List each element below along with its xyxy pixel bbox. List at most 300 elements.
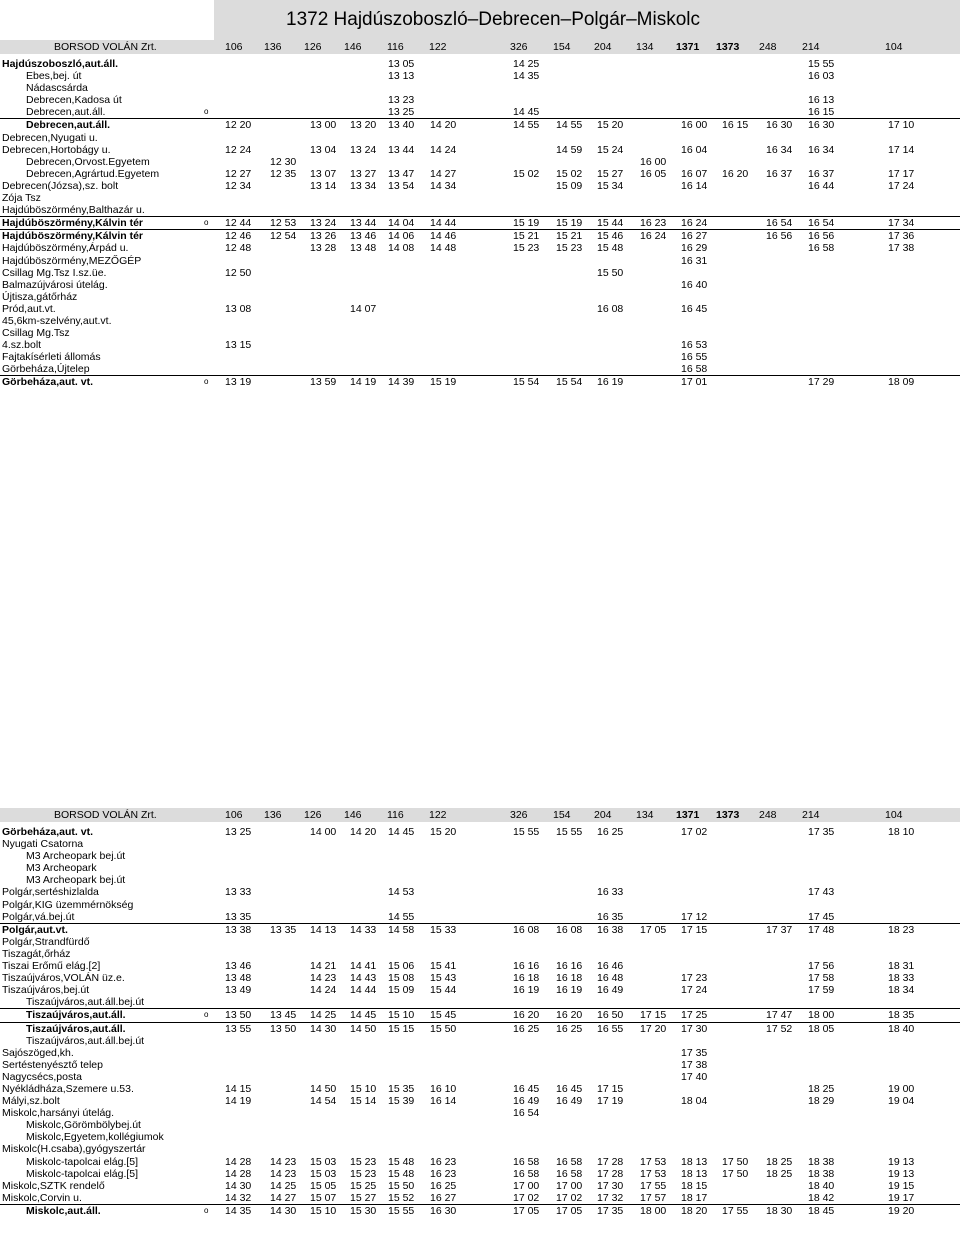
departure-time: 16 13 — [808, 94, 835, 107]
route-header-1 — [0, 40, 960, 54]
departure-time: 15 54 — [556, 376, 583, 389]
table-row — [0, 144, 960, 156]
departure-time: 16 23 — [430, 1155, 457, 1168]
departure-time: 17 47 — [766, 1009, 793, 1022]
departure-time: 14 39 — [388, 376, 415, 389]
table-row — [0, 1083, 960, 1095]
departure-time: 13 59 — [310, 376, 337, 389]
table-row — [0, 229, 960, 242]
departure-time: 17 58 — [808, 972, 835, 985]
departure-time: 15 35 — [388, 1082, 415, 1095]
departure-time: 16 54 — [808, 217, 835, 230]
table-row — [0, 850, 960, 862]
departure-time: 17 15 — [640, 1009, 667, 1022]
departure-time: 13 19 — [225, 376, 252, 389]
departure-time: 16 25 — [430, 1179, 457, 1192]
page-title: 1372 Hajdúszoboszló–Debrecen–Polgár–Miskolc — [214, 0, 960, 40]
route-number: 146 — [344, 809, 362, 821]
departure-time: 19 17 — [888, 1191, 915, 1204]
departure-time: 16 34 — [808, 143, 835, 156]
departure-time: 13 46 — [350, 230, 377, 243]
departure-time: 14 44 — [430, 217, 457, 230]
departure-time: 15 46 — [597, 230, 624, 243]
departure-time: 14 46 — [430, 230, 457, 243]
departure-time: 16 19 — [597, 376, 624, 389]
departure-time: 15 09 — [388, 984, 415, 997]
departure-time: 15 24 — [597, 143, 624, 156]
stop-marker: o — [204, 1010, 209, 1020]
departure-time: 16 45 — [556, 1082, 583, 1095]
station-name: M3 Archeopark — [26, 862, 97, 875]
table-row — [0, 94, 960, 106]
departure-time: 13 50 — [270, 1022, 297, 1035]
departure-time: 16 24 — [640, 230, 667, 243]
departure-time: 15 21 — [513, 230, 540, 243]
departure-time: 17 10 — [888, 119, 915, 132]
departure-time: 15 10 — [310, 1204, 337, 1217]
departure-time: 18 00 — [640, 1204, 667, 1217]
table-row — [0, 279, 960, 291]
table-row — [0, 948, 960, 960]
station-name: Miskolc,aut.áll. — [26, 1204, 101, 1217]
departure-time: 13 48 — [225, 972, 252, 985]
departure-time: 16 23 — [640, 217, 667, 230]
departure-time: 18 13 — [681, 1155, 708, 1168]
route-number: 104 — [885, 809, 903, 821]
table-row — [0, 255, 960, 267]
departure-time: 17 35 — [808, 826, 835, 838]
departure-time: 17 35 — [681, 1046, 708, 1059]
table-row — [0, 1156, 960, 1168]
route-number: 106 — [225, 809, 243, 821]
departure-time: 13 15 — [225, 339, 252, 352]
departure-time: 13 33 — [225, 886, 252, 899]
departure-time: 15 54 — [513, 376, 540, 389]
table-row — [0, 1204, 960, 1217]
departure-time: 16 03 — [808, 70, 835, 83]
departure-time: 16 10 — [430, 1082, 457, 1095]
table-row — [0, 118, 960, 131]
station-name: Debrecen,Kadosa út — [26, 94, 122, 107]
station-name: Görbeháza,aut. vt. — [2, 826, 94, 838]
departure-time: 16 08 — [597, 302, 624, 315]
station-name: M3 Archeopark bej.út — [26, 850, 126, 863]
departure-time: 16 30 — [766, 119, 793, 132]
station-name: Görbeháza,Újtelep — [2, 363, 90, 376]
departure-time: 16 24 — [681, 217, 708, 230]
route-number: 134 — [636, 809, 654, 821]
departure-time: 16 37 — [808, 167, 835, 180]
departure-time: 17 14 — [888, 143, 915, 156]
departure-time: 15 25 — [350, 1179, 377, 1192]
departure-time: 16 18 — [556, 972, 583, 985]
departure-time: 14 24 — [310, 984, 337, 997]
departure-time: 16 27 — [430, 1191, 457, 1204]
departure-time: 16 37 — [766, 167, 793, 180]
departure-time: 13 34 — [350, 179, 377, 192]
departure-time: 14 45 — [388, 826, 415, 838]
route-number: 248 — [759, 41, 777, 53]
route-number: 136 — [264, 809, 282, 821]
departure-time: 13 35 — [270, 923, 297, 936]
departure-time: 15 06 — [388, 960, 415, 973]
table-row — [0, 1071, 960, 1083]
departure-time: 13 25 — [225, 826, 252, 838]
station-name: Polgár,KIG üzemmérnökség — [2, 898, 134, 911]
departure-time: 14 28 — [225, 1155, 252, 1168]
departure-time: 14 21 — [310, 960, 337, 973]
departure-time: 13 24 — [310, 217, 337, 230]
departure-time: 18 40 — [888, 1022, 915, 1035]
departure-time: 15 10 — [388, 1009, 415, 1022]
route-number: 214 — [802, 809, 820, 821]
departure-time: 16 33 — [597, 886, 624, 899]
departure-time: 16 54 — [766, 217, 793, 230]
station-name: Fajtakísérleti állomás — [2, 351, 101, 364]
table-row — [0, 911, 960, 923]
departure-time: 18 38 — [808, 1167, 835, 1180]
departure-time: 18 30 — [766, 1204, 793, 1217]
route-number: 146 — [344, 41, 362, 53]
departure-time: 16 30 — [430, 1204, 457, 1217]
departure-time: 15 05 — [310, 1179, 337, 1192]
station-name: Polgár,aut.vt. — [2, 923, 68, 936]
departure-time: 15 20 — [430, 826, 457, 838]
departure-time: 18 34 — [888, 984, 915, 997]
departure-time: 18 20 — [681, 1204, 708, 1217]
departure-time: 17 55 — [722, 1204, 749, 1217]
departure-time: 16 54 — [513, 1107, 540, 1120]
departure-time: 13 35 — [225, 910, 252, 923]
station-name: Nádascsárda — [26, 82, 88, 95]
departure-time: 17 28 — [597, 1155, 624, 1168]
departure-time: 15 19 — [556, 217, 583, 230]
departure-time: 12 53 — [270, 217, 297, 230]
departure-time: 16 25 — [513, 1022, 540, 1035]
operator-name: BORSOD VOLÁN Zrt. — [54, 809, 157, 821]
station-name: Hajdúböszörmény,Árpád u. — [2, 242, 129, 255]
station-name: Nyugati Csatorna — [2, 838, 84, 851]
departure-time: 14 19 — [350, 376, 377, 389]
departure-time: 16 45 — [513, 1082, 540, 1095]
departure-time: 13 27 — [350, 167, 377, 180]
departure-time: 18 10 — [888, 826, 915, 838]
departure-time: 14 50 — [350, 1022, 377, 1035]
table-row — [0, 180, 960, 192]
departure-time: 14 25 — [270, 1179, 297, 1192]
table-row — [0, 267, 960, 279]
route-number: 1373 — [716, 809, 740, 821]
departure-time: 12 50 — [225, 266, 252, 279]
station-name: Sertéstenyésztő telep — [2, 1058, 103, 1071]
departure-time: 17 29 — [808, 376, 835, 389]
departure-time: 15 48 — [388, 1155, 415, 1168]
table-row — [0, 886, 960, 898]
table-row — [0, 972, 960, 984]
departure-time: 18 17 — [681, 1191, 708, 1204]
departure-time: 17 38 — [888, 242, 915, 255]
departure-time: 12 34 — [225, 179, 252, 192]
departure-time: 12 35 — [270, 167, 297, 180]
departure-time: 15 02 — [556, 167, 583, 180]
departure-time: 18 00 — [808, 1009, 835, 1022]
departure-time: 14 32 — [225, 1191, 252, 1204]
departure-time: 12 20 — [225, 119, 252, 132]
station-name: Hajdúböszörmény,Balthazár u. — [2, 204, 145, 217]
departure-time: 16 45 — [681, 302, 708, 315]
departure-time: 17 28 — [597, 1167, 624, 1180]
departure-time: 18 05 — [808, 1022, 835, 1035]
route-number: 154 — [553, 41, 571, 53]
table-row — [0, 192, 960, 204]
departure-time: 13 07 — [310, 167, 337, 180]
departure-time: 15 55 — [513, 826, 540, 838]
station-name: Pród,aut.vt. — [2, 302, 56, 315]
departure-time: 13 04 — [310, 143, 337, 156]
departure-time: 14 35 — [513, 70, 540, 83]
departure-time: 16 14 — [681, 179, 708, 192]
departure-time: 16 29 — [681, 242, 708, 255]
departure-time: 14 25 — [513, 58, 540, 70]
departure-time: 14 48 — [430, 242, 457, 255]
table-row — [0, 82, 960, 94]
departure-time: 13 08 — [225, 302, 252, 315]
departure-time: 16 56 — [808, 230, 835, 243]
departure-time: 17 19 — [597, 1095, 624, 1108]
station-name: Debrecen,Nyugati u. — [2, 131, 98, 144]
departure-time: 15 55 — [808, 58, 835, 70]
route-number: 1371 — [676, 809, 700, 821]
departure-time: 17 00 — [513, 1179, 540, 1192]
table-row — [0, 936, 960, 948]
departure-time: 13 14 — [310, 179, 337, 192]
departure-time: 13 46 — [225, 960, 252, 973]
departure-time: 14 59 — [556, 143, 583, 156]
departure-time: 17 17 — [888, 167, 915, 180]
departure-time: 16 55 — [681, 351, 708, 364]
departure-time: 13 45 — [270, 1009, 297, 1022]
departure-time: 16 07 — [681, 167, 708, 180]
departure-time: 13 47 — [388, 167, 415, 180]
station-name: Miskolc,harsányi útelág. — [2, 1107, 115, 1120]
departure-time: 18 04 — [681, 1095, 708, 1108]
station-name: Debrecen,Hortobágy u. — [2, 143, 111, 156]
departure-time: 14 50 — [310, 1082, 337, 1095]
departure-time: 16 20 — [513, 1009, 540, 1022]
departure-time: 14 23 — [310, 972, 337, 985]
departure-time: 15 07 — [310, 1191, 337, 1204]
table-row — [0, 923, 960, 936]
departure-time: 13 13 — [388, 70, 415, 83]
route-number: 106 — [225, 41, 243, 53]
departure-time: 15 30 — [350, 1204, 377, 1217]
departure-time: 14 58 — [388, 923, 415, 936]
station-name: Görbeháza,aut. vt. — [2, 376, 94, 389]
table-row — [0, 838, 960, 850]
departure-time: 15 15 — [388, 1022, 415, 1035]
departure-time: 15 43 — [430, 972, 457, 985]
departure-time: 16 50 — [597, 1009, 624, 1022]
departure-time: 18 42 — [808, 1191, 835, 1204]
departure-time: 15 45 — [430, 1009, 457, 1022]
table-row — [0, 291, 960, 303]
departure-time: 15 44 — [597, 217, 624, 230]
station-name: Debrecen,Agrártud.Egyetem — [26, 167, 160, 180]
departure-time: 16 20 — [722, 167, 749, 180]
station-name: Sajószöged,kh. — [2, 1046, 74, 1059]
station-name: Tiszaújváros,VOLÁN üz.e. — [2, 972, 125, 985]
route-number: 214 — [802, 41, 820, 53]
departure-time: 16 19 — [556, 984, 583, 997]
table-row — [0, 204, 960, 216]
departure-time: 13 55 — [225, 1022, 252, 1035]
table-row — [0, 70, 960, 82]
departure-time: 13 54 — [388, 179, 415, 192]
table-row — [0, 899, 960, 911]
departure-time: 16 58 — [513, 1167, 540, 1180]
station-name: Polgár,sertéshizlalda — [2, 886, 99, 899]
departure-time: 15 03 — [310, 1167, 337, 1180]
station-name: Zója Tsz — [2, 192, 41, 205]
departure-time: 15 52 — [388, 1191, 415, 1204]
route-number: 204 — [594, 41, 612, 53]
table-row — [0, 242, 960, 254]
route-number: 126 — [304, 809, 322, 821]
departure-time: 16 49 — [556, 1095, 583, 1108]
departure-time: 17 00 — [556, 1179, 583, 1192]
departure-time: 17 38 — [681, 1058, 708, 1071]
departure-time: 19 04 — [888, 1095, 915, 1108]
departure-time: 14 45 — [350, 1009, 377, 1022]
table-row — [0, 363, 960, 375]
station-name: Miskolc,Egyetem,kollégiumok — [26, 1131, 164, 1144]
departure-time: 14 44 — [350, 984, 377, 997]
route-number: 136 — [264, 41, 282, 53]
departure-time: 18 29 — [808, 1095, 835, 1108]
station-name: M3 Archeopark bej.út — [26, 874, 126, 887]
departure-time: 17 56 — [808, 960, 835, 973]
departure-time: 14 24 — [430, 143, 457, 156]
departure-time: 17 30 — [681, 1022, 708, 1035]
departure-time: 16 35 — [597, 910, 624, 923]
departure-time: 17 50 — [722, 1155, 749, 1168]
route-number: 126 — [304, 41, 322, 53]
departure-time: 17 53 — [640, 1155, 667, 1168]
departure-time: 17 02 — [681, 826, 708, 838]
departure-time: 14 55 — [513, 119, 540, 132]
departure-time: 13 44 — [350, 217, 377, 230]
departure-time: 13 28 — [310, 242, 337, 255]
table-row — [0, 156, 960, 168]
table-row — [0, 874, 960, 886]
departure-time: 14 19 — [225, 1095, 252, 1108]
station-name: Miskolc,Corvin u. — [2, 1191, 82, 1204]
station-name: Miskolc,Görömbölybej.út — [26, 1119, 141, 1132]
station-name: Miskolc-tapolcai elág.[5] — [26, 1155, 139, 1168]
table-row — [0, 216, 960, 229]
route-header-2 — [0, 808, 960, 822]
station-name: Hajdúszoboszló,aut.áll. — [2, 58, 119, 70]
station-name: Tiszai Erőmű elág.[2] — [2, 960, 101, 973]
departure-time: 17 23 — [681, 972, 708, 985]
stop-marker: o — [204, 107, 209, 117]
departure-time: 15 39 — [388, 1095, 415, 1108]
departure-time: 16 18 — [513, 972, 540, 985]
departure-time: 16 48 — [597, 972, 624, 985]
departure-time: 15 21 — [556, 230, 583, 243]
departure-time: 18 23 — [888, 923, 915, 936]
table-row — [0, 984, 960, 996]
station-name: Debrecen,aut.áll. — [26, 106, 106, 119]
departure-time: 17 35 — [597, 1204, 624, 1217]
table-row — [0, 862, 960, 874]
table-row — [0, 375, 960, 388]
departure-time: 16 04 — [681, 143, 708, 156]
departure-time: 15 34 — [597, 179, 624, 192]
departure-time: 12 30 — [270, 155, 297, 168]
station-name: Hajdúböszörmény,MEZŐGÉP — [2, 254, 142, 267]
operator-name: BORSOD VOLÁN Zrt. — [54, 41, 157, 53]
departure-time: 16 08 — [556, 923, 583, 936]
route-number: 116 — [387, 41, 404, 53]
route-number: 326 — [510, 41, 528, 53]
departure-time: 18 25 — [766, 1167, 793, 1180]
departure-time: 14 27 — [430, 167, 457, 180]
departure-time: 14 30 — [270, 1204, 297, 1217]
departure-time: 14 35 — [225, 1204, 252, 1217]
station-name: Nyékládháza,Szemere u.53. — [2, 1082, 134, 1095]
table-row — [0, 1059, 960, 1071]
departure-time: 17 20 — [640, 1022, 667, 1035]
station-name: 4.sz.bolt — [2, 339, 42, 352]
station-name: Tiszaújváros,bej.út — [2, 984, 90, 997]
departure-time: 15 23 — [350, 1155, 377, 1168]
departure-time: 18 25 — [808, 1082, 835, 1095]
route-number: 134 — [636, 41, 654, 53]
departure-time: 16 25 — [556, 1022, 583, 1035]
station-name: Debrecen,aut.áll. — [26, 119, 111, 132]
departure-time: 16 55 — [597, 1022, 624, 1035]
departure-time: 12 27 — [225, 167, 252, 180]
departure-time: 17 15 — [597, 1082, 624, 1095]
route-number: 116 — [387, 809, 404, 821]
departure-time: 18 31 — [888, 960, 915, 973]
departure-time: 15 09 — [556, 179, 583, 192]
departure-time: 13 44 — [388, 143, 415, 156]
route-number: 122 — [429, 41, 447, 53]
departure-time: 13 40 — [388, 119, 415, 132]
departure-time: 17 48 — [808, 923, 835, 936]
departure-time: 14 04 — [388, 217, 415, 230]
departure-time: 13 05 — [388, 58, 415, 70]
departure-time: 17 50 — [722, 1167, 749, 1180]
departure-time: 15 23 — [513, 242, 540, 255]
departure-time: 17 24 — [888, 179, 915, 192]
table-row — [0, 1131, 960, 1143]
departure-time: 16 19 — [513, 984, 540, 997]
departure-time: 15 48 — [597, 242, 624, 255]
departure-time: 14 15 — [225, 1082, 252, 1095]
departure-time: 17 30 — [597, 1179, 624, 1192]
departure-time: 15 27 — [350, 1191, 377, 1204]
route-number: 326 — [510, 809, 528, 821]
table-row — [0, 1192, 960, 1204]
station-name: Tiszaújváros,aut.áll. — [26, 1009, 126, 1022]
departure-time: 16 53 — [681, 339, 708, 352]
departure-time: 14 23 — [270, 1167, 297, 1180]
station-name: Polgár,Strandfürdő — [2, 935, 90, 948]
departure-time: 13 24 — [350, 143, 377, 156]
